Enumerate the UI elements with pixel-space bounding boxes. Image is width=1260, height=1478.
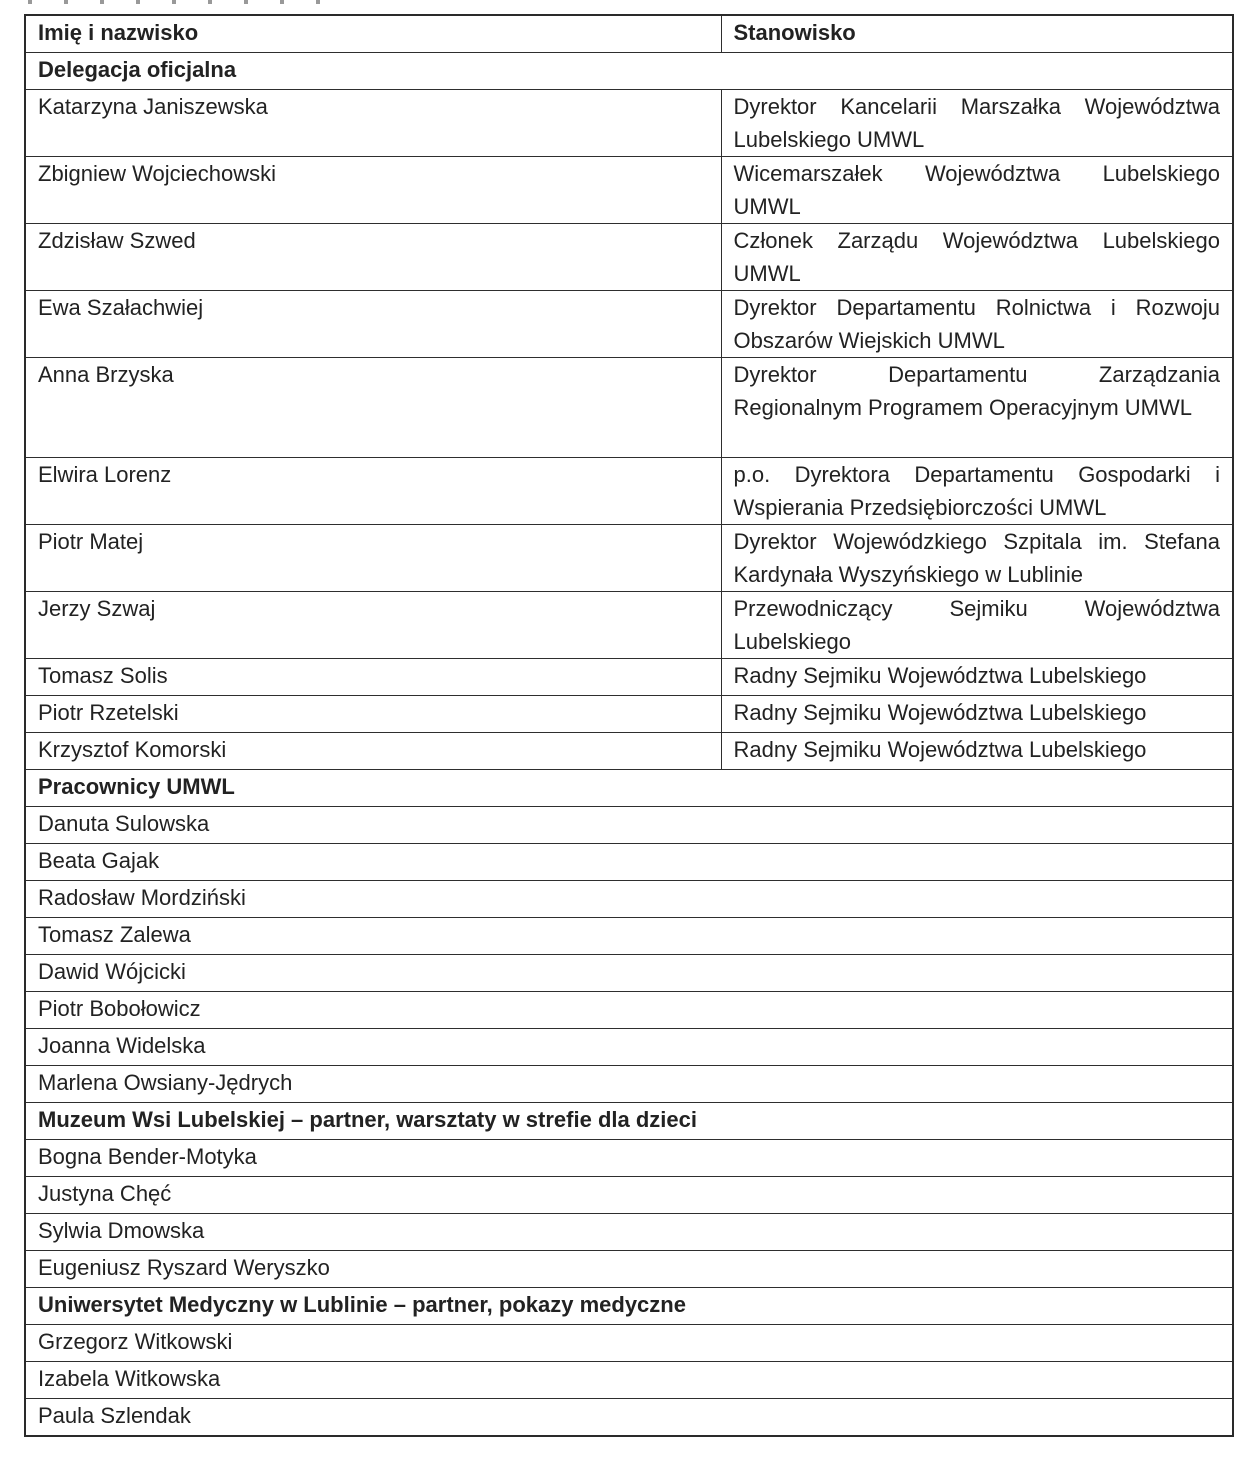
person-name: Beata Gajak: [25, 844, 1233, 881]
table-row: [25, 90, 1233, 157]
table-row: [25, 1214, 1233, 1251]
table-row: [25, 592, 1233, 659]
section-title: Pracownicy UMWL: [25, 770, 1233, 807]
table-row: [25, 844, 1233, 881]
person-name: Sylwia Dmowska: [25, 1214, 1233, 1251]
person-name: Katarzyna Janiszewska: [25, 90, 721, 157]
section-title: Delegacja oficjalna: [25, 53, 1233, 90]
person-position: p.o. Dyrektora Departamentu Gospodarki i Wspierania Przedsiębiorczości UMWL: [721, 458, 1233, 525]
table-row: [25, 1140, 1233, 1177]
person-name: Justyna Chęć: [25, 1177, 1233, 1214]
person-name: Paula Szlendak: [25, 1399, 1233, 1437]
section-row: [25, 53, 1233, 90]
person-position: Członek Zarządu Województwa Lubelskiego UMWL: [721, 224, 1233, 291]
table-row: [25, 696, 1233, 733]
person-name: Piotr Bobołowicz: [25, 992, 1233, 1029]
table-row: [25, 291, 1233, 358]
person-position: Radny Sejmiku Województwa Lubelskiego: [721, 733, 1233, 770]
table-row: [25, 807, 1233, 844]
table-row: [25, 733, 1233, 770]
table-row: [25, 1029, 1233, 1066]
table-row: [25, 525, 1233, 592]
table-row: [25, 1399, 1233, 1437]
section-title: Uniwersytet Medyczny w Lublinie – partner, pokazy medyczne: [25, 1288, 1233, 1325]
section-row: [25, 1288, 1233, 1325]
table-row: [25, 918, 1233, 955]
person-position: Dyrektor Departamentu Zarządzania Regionalnym Programem Operacyjnym UMWL: [721, 358, 1233, 458]
person-position: Radny Sejmiku Województwa Lubelskiego: [721, 659, 1233, 696]
person-name: Elwira Lorenz: [25, 458, 721, 525]
table-row: [25, 1362, 1233, 1399]
person-position: Radny Sejmiku Województwa Lubelskiego: [721, 696, 1233, 733]
person-name: Bogna Bender-Motyka: [25, 1140, 1233, 1177]
table-row: [25, 1177, 1233, 1214]
person-position: Przewodniczący Sejmiku Województwa Lubelskiego: [721, 592, 1233, 659]
person-position: Dyrektor Kancelarii Marszałka Województwa Lubelskiego UMWL: [721, 90, 1233, 157]
person-name: Piotr Rzetelski: [25, 696, 721, 733]
person-name: Grzegorz Witkowski: [25, 1325, 1233, 1362]
section-row: [25, 770, 1233, 807]
header-name: Imię i nazwisko: [25, 15, 721, 53]
person-position: Wicemarszałek Województwa Lubelskiego UMWL: [721, 157, 1233, 224]
person-name: Dawid Wójcicki: [25, 955, 1233, 992]
person-name: Jerzy Szwaj: [25, 592, 721, 659]
table-row: [25, 1325, 1233, 1362]
table-row: [25, 659, 1233, 696]
person-name: Zbigniew Wojciechowski: [25, 157, 721, 224]
delegation-table: [24, 14, 1234, 1437]
table-row: [25, 157, 1233, 224]
person-name: Marlena Owsiany-Jędrych: [25, 1066, 1233, 1103]
table-row: [25, 1251, 1233, 1288]
section-row: [25, 1103, 1233, 1140]
person-name: Eugeniusz Ryszard Weryszko: [25, 1251, 1233, 1288]
section-title: Muzeum Wsi Lubelskiej – partner, warsztaty w strefie dla dzieci: [25, 1103, 1233, 1140]
table-row: [25, 881, 1233, 918]
person-position: Dyrektor Wojewódzkiego Szpitala im. Stefana Kardynała Wyszyńskiego w Lublinie: [721, 525, 1233, 592]
person-name: Anna Brzyska: [25, 358, 721, 458]
person-name: Izabela Witkowska: [25, 1362, 1233, 1399]
person-name: Joanna Widelska: [25, 1029, 1233, 1066]
table-row: [25, 458, 1233, 525]
table-row: [25, 224, 1233, 291]
person-position: Dyrektor Departamentu Rolnictwa i Rozwoju Obszarów Wiejskich UMWL: [721, 291, 1233, 358]
table-row: [25, 1066, 1233, 1103]
person-name: Ewa Szałachwiej: [25, 291, 721, 358]
person-name: Zdzisław Szwed: [25, 224, 721, 291]
person-name: Danuta Sulowska: [25, 807, 1233, 844]
header-row: [25, 15, 1233, 53]
person-name: Radosław Mordziński: [25, 881, 1233, 918]
cropped-heading-fragment: [28, 0, 328, 4]
header-position: Stanowisko: [721, 15, 1233, 53]
person-name: Tomasz Zalewa: [25, 918, 1233, 955]
table-row: [25, 992, 1233, 1029]
person-name: Krzysztof Komorski: [25, 733, 721, 770]
person-name: Piotr Matej: [25, 525, 721, 592]
table-row: [25, 358, 1233, 458]
person-name: Tomasz Solis: [25, 659, 721, 696]
table-row: [25, 955, 1233, 992]
